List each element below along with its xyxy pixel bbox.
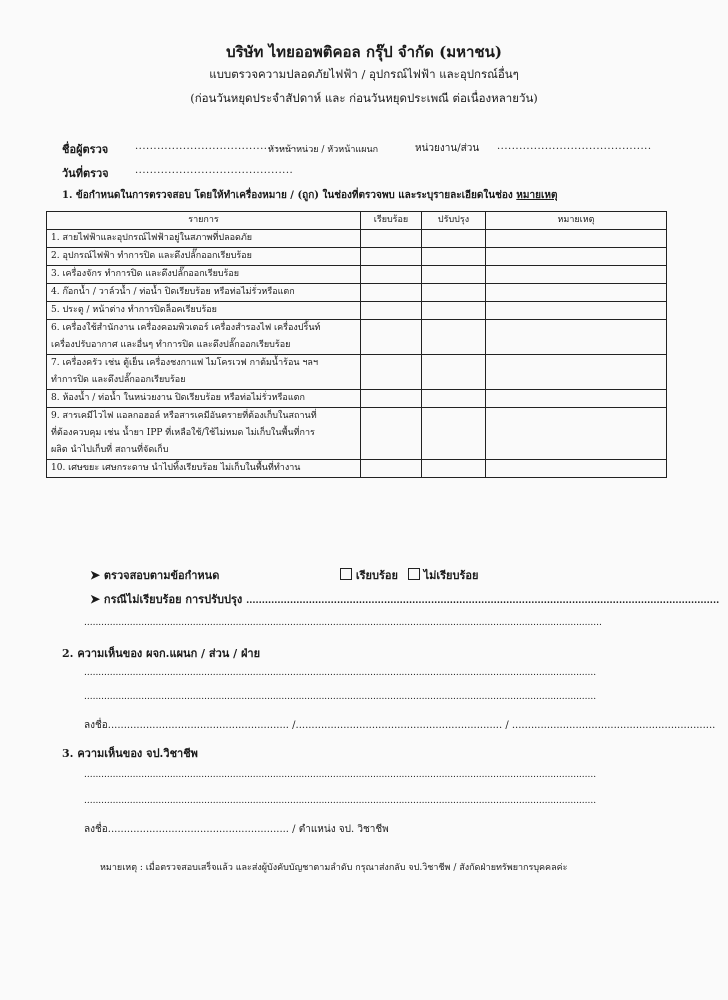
row-remark-cell[interactable] — [486, 284, 667, 302]
row-item-cell — [47, 460, 361, 478]
row-item-text: 2. อุปกรณ์ไฟฟ้า ทำการปิด และดึงปลั๊กออกเรียบร้อย — [51, 251, 252, 261]
row-ok-cell[interactable] — [361, 230, 422, 248]
row-ok-cell[interactable] — [361, 355, 422, 390]
row-item-cell — [47, 355, 361, 390]
row-item-cell — [47, 284, 361, 302]
form-title: แบบตรวจความปลอดภัยไฟฟ้า / อุปกรณ์ไฟฟ้า และอุปกรณ์อื่นๆ — [209, 67, 519, 81]
not-ok-label: ไม่เรียบร้อย — [423, 569, 479, 582]
row-item-cell — [47, 408, 361, 460]
position-label: หัวหน้าหน่วย / หัวหน้าแผนก — [268, 145, 379, 155]
row-item-cell — [47, 248, 361, 266]
section3-sign[interactable]: ลงชื่อ......................................................... / ตำแหน่ง จป. วิชาชีพ — [84, 824, 389, 835]
fix-field[interactable]: ....................................................................................................................................................... — [246, 596, 720, 606]
date-field[interactable]: ........................................... — [135, 165, 294, 176]
section3-title: 3. ความเห็นของ จป.วิชาชีพ — [62, 747, 198, 760]
row-improve-cell[interactable] — [422, 248, 486, 266]
table-row — [47, 460, 667, 478]
row-item-cell — [47, 320, 361, 355]
status-options — [340, 566, 478, 584]
arrow-bullet-icon: ➤ — [90, 568, 101, 582]
row-item-cell — [47, 390, 361, 408]
ok-label: เรียบร้อย — [355, 569, 398, 582]
row-remark-cell[interactable] — [486, 408, 667, 460]
section1-title-text: 1. ข้อกำหนดในการตรวจสอบ โดยให้ทำเครื่องหมาย / (ถูก) ในช่องที่ตรวจพบ และระบุรายละเอียดในช่อง — [62, 190, 513, 201]
row-item-text: 10. เศษขยะ เศษกระดาษ นำไปทิ้งเรียบร้อย ไม่เก็บในพื้นที่ทำงาน — [51, 463, 301, 473]
table-row — [47, 320, 667, 355]
row-item-cell — [47, 266, 361, 284]
row-improve-cell[interactable] — [422, 266, 486, 284]
not-ok-checkbox[interactable] — [408, 568, 420, 580]
row-improve-cell[interactable] — [422, 320, 486, 355]
table-row — [47, 390, 667, 408]
section3-line2[interactable]: ................................................................................................................................................................................... — [84, 796, 597, 806]
row-improve-cell[interactable] — [422, 230, 486, 248]
table-row — [47, 284, 667, 302]
row-item-text: ผลิต นำไปเก็บที่ สถานที่จัดเก็บ — [51, 445, 169, 455]
inspect-label: ตรวจสอบตามข้อกำหนด — [103, 569, 220, 582]
row-ok-cell[interactable] — [361, 248, 422, 266]
column-header-remark: หมายเหตุ — [486, 212, 667, 230]
row-item-text: 4. ก๊อกน้ำ / วาล์วน้ำ / ท่อน้ำ ปิดเรียบร้อย หรือท่อไม่รั่วหรือแตก — [51, 287, 295, 297]
table-row — [47, 266, 667, 284]
row-improve-cell[interactable] — [422, 302, 486, 320]
row-ok-cell[interactable] — [361, 408, 422, 460]
row-improve-cell[interactable] — [422, 460, 486, 478]
ok-checkbox[interactable] — [340, 568, 352, 580]
unit-field[interactable]: .......................................... — [497, 141, 652, 152]
row-improve-cell[interactable] — [422, 390, 486, 408]
table-row — [47, 248, 667, 266]
column-header-ok: เรียบร้อย — [361, 212, 422, 230]
inspect-line — [90, 566, 219, 584]
column-header-item: รายการ — [47, 212, 361, 230]
row-remark-cell[interactable] — [486, 320, 667, 355]
checklist-table — [46, 211, 667, 478]
row-remark-cell[interactable] — [486, 460, 667, 478]
row-remark-cell[interactable] — [486, 230, 667, 248]
row-item-text: 9. สารเคมีไวไฟ แอลกอฮอล์ หรือสารเคมีอันตรายที่ต้องเก็บในสถานที่ — [51, 411, 317, 421]
row-remark-cell[interactable] — [486, 355, 667, 390]
section2-title: 2. ความเห็นของ ผจก.แผนก / ส่วน / ฝ่าย — [62, 647, 261, 660]
section3-line1[interactable]: ................................................................................................................................................................................... — [84, 770, 597, 780]
row-item-text: ทำการปิด และดึงปลั๊กออกเรียบร้อย — [51, 375, 186, 385]
row-improve-cell[interactable] — [422, 355, 486, 390]
fix-label: กรณีไม่เรียบร้อย การปรับปรุง — [103, 593, 243, 606]
row-ok-cell[interactable] — [361, 460, 422, 478]
row-ok-cell[interactable] — [361, 390, 422, 408]
row-item-text: 7. เครื่องครัว เช่น ตู้เย็น เครื่องชงกาแฟ ไมโครเวฟ กาต้มน้ำร้อน ฯลฯ — [51, 358, 318, 368]
row-remark-cell[interactable] — [486, 302, 667, 320]
row-remark-cell[interactable] — [486, 248, 667, 266]
form-subtitle: (ก่อนวันหยุดประจำสัปดาห์ และ ก่อนวันหยุดประเพณี ต่อเนื่องหลายวัน) — [190, 91, 538, 105]
date-label: วันที่ตรวจ — [62, 167, 109, 180]
row-item-text: เครื่องปรับอากาศ และอื่นๆ ทำการปิด และดึงปลั๊กออกเรียบร้อย — [51, 340, 291, 350]
row-item-text: 8. ห้องน้ำ / ท่อน้ำ ในหน่วยงาน ปิดเรียบร้อย หรือท่อไม่รั่วหรือแตก — [51, 393, 305, 403]
row-improve-cell[interactable] — [422, 284, 486, 302]
inspector-field[interactable]: ............................................ — [135, 141, 297, 152]
row-item-cell — [47, 230, 361, 248]
table-row — [47, 408, 667, 460]
table-header-row — [47, 212, 667, 230]
section1-title-underlined: หมายเหตุ — [516, 190, 558, 201]
fix-line — [90, 590, 719, 608]
unit-label: หน่วยงาน/ส่วน — [415, 143, 480, 154]
fix-field-line2[interactable]: ..................................................................................................................................................................................... — [84, 618, 602, 628]
row-item-cell — [47, 302, 361, 320]
row-item-text: 6. เครื่องใช้สำนักงาน เครื่องคอมพิวเตอร์ เครื่องสำรองไฟ เครื่องปริ้นท์ — [51, 323, 321, 333]
row-ok-cell[interactable] — [361, 302, 422, 320]
section2-line2[interactable]: ................................................................................................................................................................................... — [84, 692, 597, 702]
row-ok-cell[interactable] — [361, 284, 422, 302]
table-row — [47, 302, 667, 320]
company-name: บริษัท ไทยออพติคอล กรุ๊ป จำกัด (มหาชน) — [226, 43, 502, 61]
section1-title — [62, 188, 557, 203]
row-item-text: 1. สายไฟฟ้าและอุปกรณ์ไฟฟ้าอยู่ในสภาพที่ปลอดภัย — [51, 233, 253, 243]
row-remark-cell[interactable] — [486, 390, 667, 408]
row-improve-cell[interactable] — [422, 408, 486, 460]
row-item-text: ที่ต้องควบคุม เช่น น้ำยา IPP ที่เหลือใช้/ใช้ไม่หมด ไม่เก็บในพื้นที่การ — [51, 428, 315, 438]
table-row — [47, 355, 667, 390]
row-item-text: 5. ประตู / หน้าต่าง ทำการปิดล็อคเรียบร้อย — [51, 305, 217, 315]
arrow-bullet-icon: ➤ — [90, 592, 101, 606]
row-item-text: 3. เครื่องจักร ทำการปิด และดึงปลั๊กออกเรียบร้อย — [51, 269, 240, 279]
row-ok-cell[interactable] — [361, 320, 422, 355]
table-row — [47, 230, 667, 248]
section2-sign[interactable]: ลงชื่อ......................................................... /................................................................. / ................................................................ — [84, 720, 716, 731]
section2-line1[interactable]: ................................................................................................................................................................................... — [84, 668, 597, 678]
row-remark-cell[interactable] — [486, 266, 667, 284]
row-ok-cell[interactable] — [361, 266, 422, 284]
column-header-improve: ปรับปรุง — [422, 212, 486, 230]
footer-note: หมายเหตุ : เมื่อตรวจสอบเสร็จแล้ว และส่งผู้บังคับบัญชาตามลำดับ กรุณาส่งกลับ จป.วิชาชีพ / สังกัดฝ่ายทรัพยากรบุคคลค่ะ — [100, 863, 568, 873]
inspector-label: ชื่อผู้ตรวจ — [62, 143, 109, 156]
